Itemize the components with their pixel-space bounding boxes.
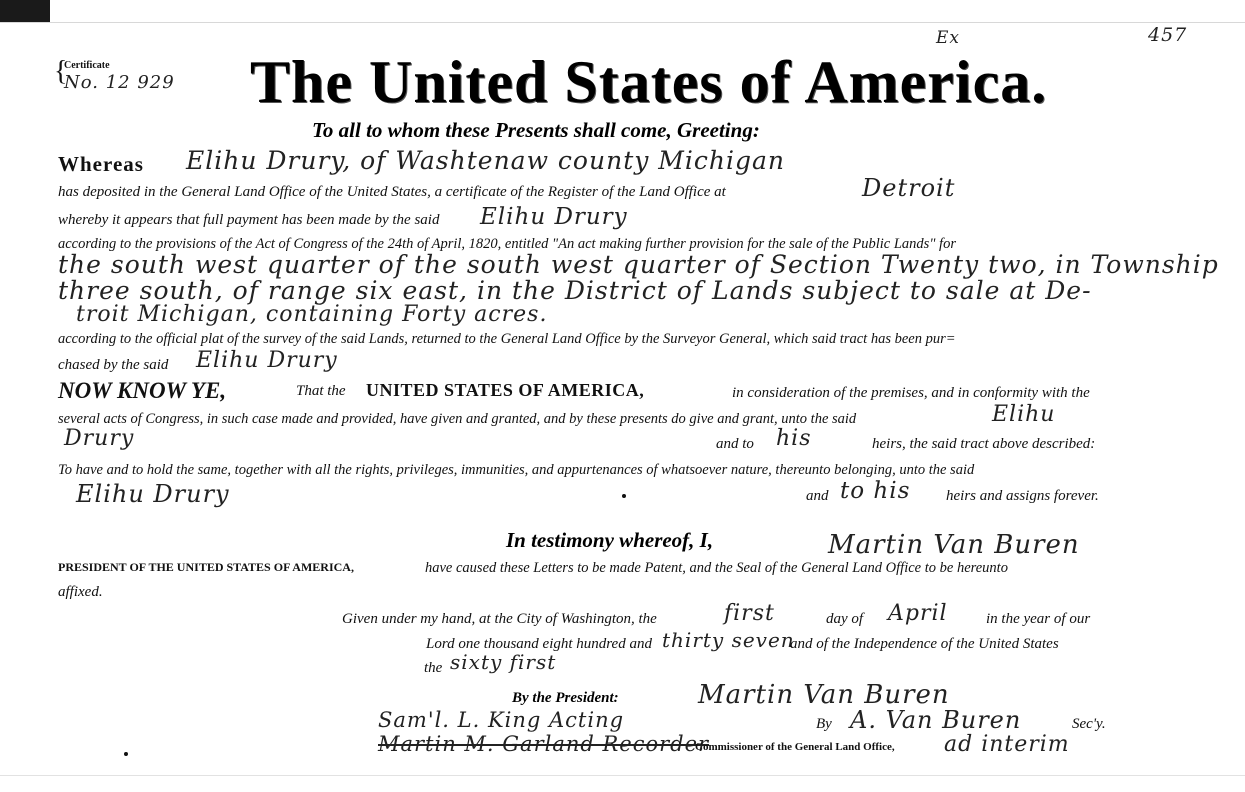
- land-description-1: the south west quarter of the south west quarter of Section Twenty two, in Township: [58, 250, 1219, 279]
- scan-top-edge: [0, 22, 1245, 23]
- whereas-line-1: has deposited in the General Land Office of the United States, a certificate of the Register of the Land Office at: [58, 184, 726, 200]
- by-the-president: By the President:: [512, 690, 619, 706]
- the-word: the: [424, 660, 443, 676]
- month-value: April: [888, 601, 948, 626]
- year-words: thirty seven: [662, 628, 795, 652]
- scan-corner-mark: [0, 0, 50, 22]
- day-of: day of: [826, 611, 864, 627]
- grantee-full: Elihu Drury: [76, 480, 230, 508]
- land-description-3: troit Michigan, containing Forty acres.: [76, 302, 548, 327]
- year-of-our: in the year of our: [986, 611, 1091, 627]
- certificate-label: Certificate: [64, 60, 110, 71]
- grant-line-1: in consideration of the premises, and in conformity with the: [732, 385, 1090, 401]
- independence-line: and of the Independence of the United States: [790, 636, 1059, 652]
- grantee-last: Drury: [64, 426, 135, 451]
- pronoun-his-2: to his: [840, 478, 911, 504]
- commissioner-label: Commissioner of the General Land Office,: [695, 741, 895, 753]
- day-value: first: [724, 601, 775, 626]
- testimony-heading: In testimony whereof, I,: [506, 528, 714, 552]
- and-to-2: and: [806, 488, 829, 504]
- party-name: Elihu Drury, of Washtenaw county Michigan: [186, 146, 786, 175]
- caused-line: have caused these Letters to be made Patent, and the Seal of the General Land Office to be hereunto: [425, 560, 1008, 576]
- whereas-line-2: whereby it appears that full payment has been made by the said: [58, 212, 440, 228]
- land-description-2: three south, of range six east, in the District of Lands subject to sale at De-: [58, 276, 1092, 305]
- acting-signature: Sam'l. L. King Acting: [378, 708, 625, 732]
- purchaser-name: Elihu Drury: [196, 348, 338, 373]
- whereas-line-4: according to the official plat of the survey of the said Lands, returned to the General Land Office by the Surveyor General, which said tract has been pur=: [58, 331, 956, 347]
- whereas-keyword: Whereas: [58, 152, 144, 176]
- recorder-struck-signature: Martin M. Garland Recorder: [378, 732, 710, 756]
- president-name: Martin Van Buren: [828, 530, 1080, 560]
- certificate-brace: {: [54, 56, 68, 87]
- that-the: That the: [296, 383, 346, 399]
- whereas-line-5: chased by the said: [58, 357, 169, 373]
- folio-number: 457: [1148, 24, 1188, 46]
- pronoun-his-1: his: [776, 426, 812, 451]
- independence-year: sixty first: [450, 650, 557, 674]
- lord-line: Lord one thousand eight hundred and: [426, 636, 652, 652]
- grantee-first: Elihu: [992, 402, 1056, 427]
- grant-line-2: several acts of Congress, in such case made and provided, have given and granted, and by these presents do give and grant, unto the said: [58, 411, 857, 427]
- heirs-assigns: heirs and assigns forever.: [946, 488, 1099, 504]
- affixed-word: affixed.: [58, 584, 103, 600]
- secretary-title: Sec'y.: [1072, 716, 1106, 732]
- annotation-ex: Ex: [936, 28, 960, 48]
- ad-interim: ad interim: [944, 732, 1070, 757]
- and-to: and to: [716, 436, 754, 452]
- tract-dot: [622, 494, 626, 498]
- president-signature: Martin Van Buren: [698, 680, 950, 710]
- heirs-described: heirs, the said tract above described:: [872, 436, 1096, 452]
- president-label: PRESIDENT OF THE UNITED STATES OF AMERICA,: [58, 560, 354, 574]
- greeting-line: To all to whom these Presents shall come, Greeting:: [312, 118, 760, 142]
- document-title: The United States of America.: [250, 49, 1048, 115]
- whereas-line-3: according to the provisions of the Act of Congress of the 24th of April, 1820, entitled "An act making further provision for the sale of the Public Lands" for: [58, 236, 956, 252]
- by-label: By: [816, 716, 832, 732]
- office-place: Detroit: [862, 174, 956, 202]
- certificate-number: No. 12 929: [64, 72, 175, 93]
- now-know-ye: NOW KNOW YE,: [58, 378, 227, 403]
- payer-name: Elihu Drury: [480, 204, 628, 230]
- given-under-hand: Given under my hand, at the City of Washington, the: [342, 611, 657, 627]
- united-states-heading: UNITED STATES OF AMERICA,: [366, 380, 645, 400]
- secretary-signature: A. Van Buren: [850, 706, 1022, 734]
- scan-bottom-edge: [0, 775, 1245, 776]
- margin-dot: [124, 752, 128, 756]
- habendum-line: To have and to hold the same, together with all the rights, privileges, immunities, and appurtenances of whatsoever nature, thereunto belonging, unto the said: [58, 462, 975, 478]
